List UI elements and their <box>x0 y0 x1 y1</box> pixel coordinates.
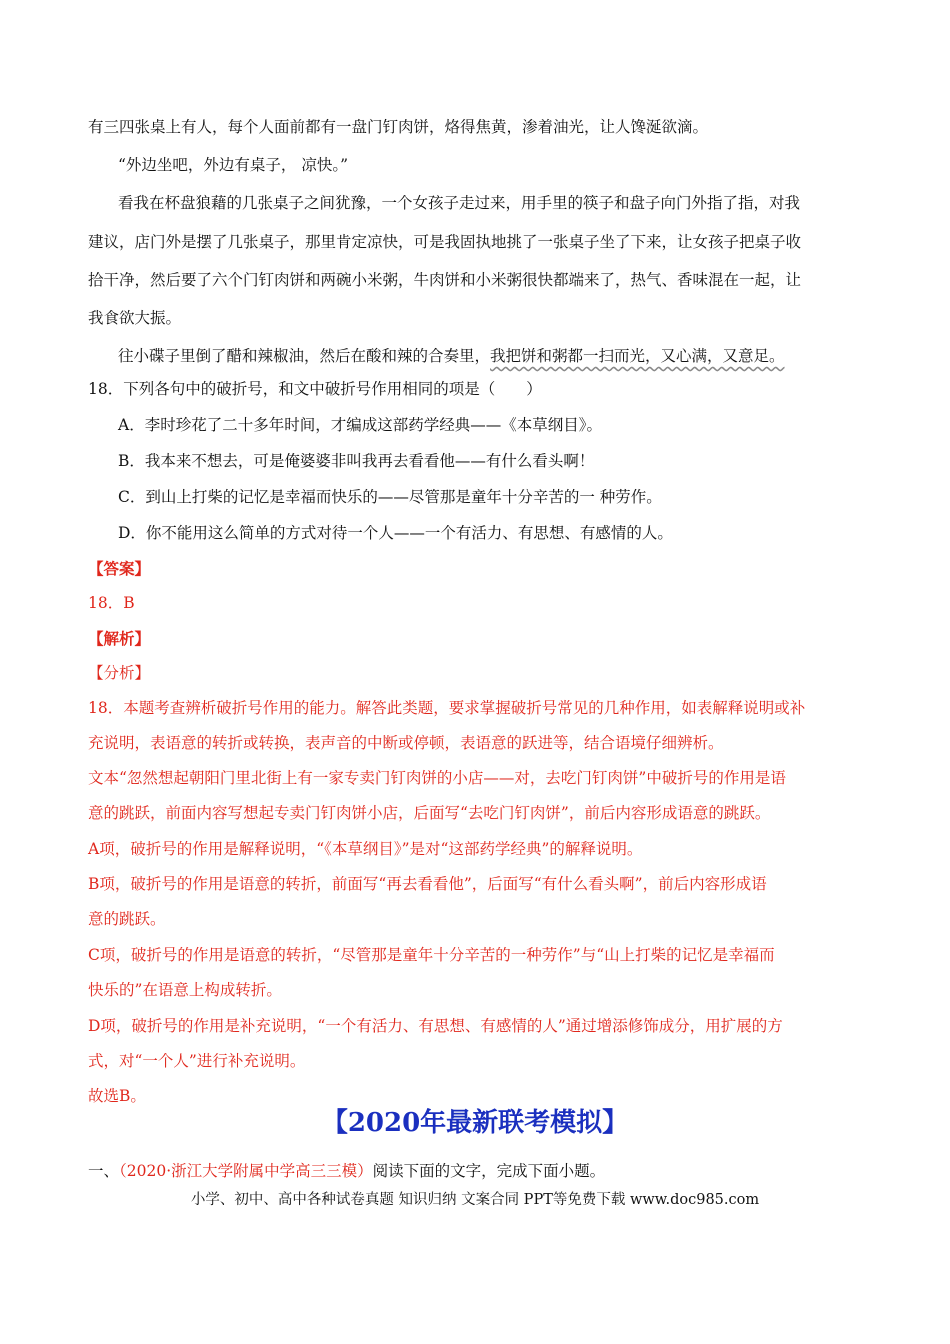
question-text: 阅读下面的文字，完成下面小题。 <box>372 1162 606 1180</box>
analysis-line: 充说明，表语意的转折或转换，表声音的中断或停顿，表语意的跃进等，结合语境仔细辨析。 <box>88 734 724 752</box>
option-b: B．我本来不想去，可是俺婆婆非叫我再去看看他——有什么看头啊！ <box>118 452 595 470</box>
passage-line <box>118 345 862 367</box>
option-d: D．你不能用这么简单的方式对待一个人——一个有活力、有思想、有感情的人。 <box>118 524 673 542</box>
analysis-label: 【解析】 <box>88 629 151 648</box>
answer-value: 18．B <box>88 594 135 612</box>
analysis-line: A项，破折号的作用是解释说明，“《本草纲目》”是对“这部药学经典”的解释说明。 <box>88 840 643 858</box>
question-source: （2020·浙江大学附属中学高三三模） <box>119 1162 373 1180</box>
analysis-sub-label: 【分析】 <box>88 664 151 682</box>
passage-line: 有三四张桌上有人，每个人面前都有一盘门钉肉饼，烙得焦黄，渗着油光，让人馋涎欲滴。 <box>88 118 709 136</box>
section-question <box>88 1160 862 1182</box>
question-number: 一、 <box>88 1162 120 1180</box>
passage-line: 看我在杯盘狼藉的几张桌子之间犹豫，一个女孩子走过来，用手里的筷子和盘子向门外指了指，对我 <box>118 194 801 212</box>
analysis-line: 意的跳跃，前面内容写想起专卖门钉肉饼小店，后面写“去吃门钉肉饼”，前后内容形成语意的跳跃。 <box>88 804 771 822</box>
wavy-underlined-text: 我把饼和粥都一扫而光，又心满，又意足。 <box>490 347 785 365</box>
passage-line: 拾干净，然后要了六个门钉肉饼和两碗小米粥，牛肉饼和小米粥很快都端来了，热气、香味混在一起，让 <box>88 271 802 289</box>
section-heading: 【2020年最新联考模拟】 <box>321 1108 629 1138</box>
page-footer: 小学、初中、高中各种试卷真题 知识归纳 文案合同 PPT等免费下载 www.doc985.com <box>190 1192 760 1208</box>
analysis-line: B项，破折号的作用是语意的转折，前面写“再去看看他”，后面写“有什么看头啊”，前后内容形成语 <box>88 875 767 893</box>
analysis-line: 快乐的”在语意上构成转折。 <box>88 981 282 999</box>
analysis-line: 文本“忽然想起朝阳门里北街上有一家专卖门钉肉饼的小店——对，去吃门钉肉饼”中破折号的作用是语 <box>88 769 786 787</box>
option-c: C．到山上打柴的记忆是幸福而快乐的——尽管那是童年十分辛苦的一 种劳作。 <box>118 488 662 506</box>
option-a: A．李时珍花了二十多年时间，才编成这部药学经典——《本草纲目》。 <box>118 416 602 434</box>
analysis-line: 意的跳跃。 <box>88 910 166 928</box>
analysis-conclusion: 故选B。 <box>88 1087 146 1105</box>
analysis-line: 式，对“一个人”进行补充说明。 <box>88 1052 306 1070</box>
passage-text: 往小碟子里倒了醋和辣椒油，然后在酸和辣的合奏里， <box>118 347 491 365</box>
analysis-line: 18．本题考查辨析破折号作用的能力。解答此类题，要求掌握破折号常见的几种作用，如表解释说明或补 <box>88 699 806 717</box>
analysis-line: D项，破折号的作用是补充说明，“一个有活力、有思想、有感情的人”通过增添修饰成分，用扩展的方 <box>88 1017 783 1035</box>
passage-line: “外边坐吧，外边有桌子， 凉快。” <box>118 156 349 174</box>
passage-line: 我食欲大振。 <box>88 309 182 327</box>
answer-label: 【答案】 <box>88 559 151 578</box>
passage-line: 建议，店门外是摆了几张桌子，那里肯定凉快，可是我固执地挑了一张桌子坐了下来，让女孩子把桌子收 <box>88 233 802 251</box>
question-stem: 18．下列各句中的破折号，和文中破折号作用相同的项是（ ） <box>88 380 542 398</box>
analysis-line: C项，破折号的作用是语意的转折，“尽管那是童年十分辛苦的一种劳作”与“山上打柴的记忆是幸福而 <box>88 946 775 964</box>
